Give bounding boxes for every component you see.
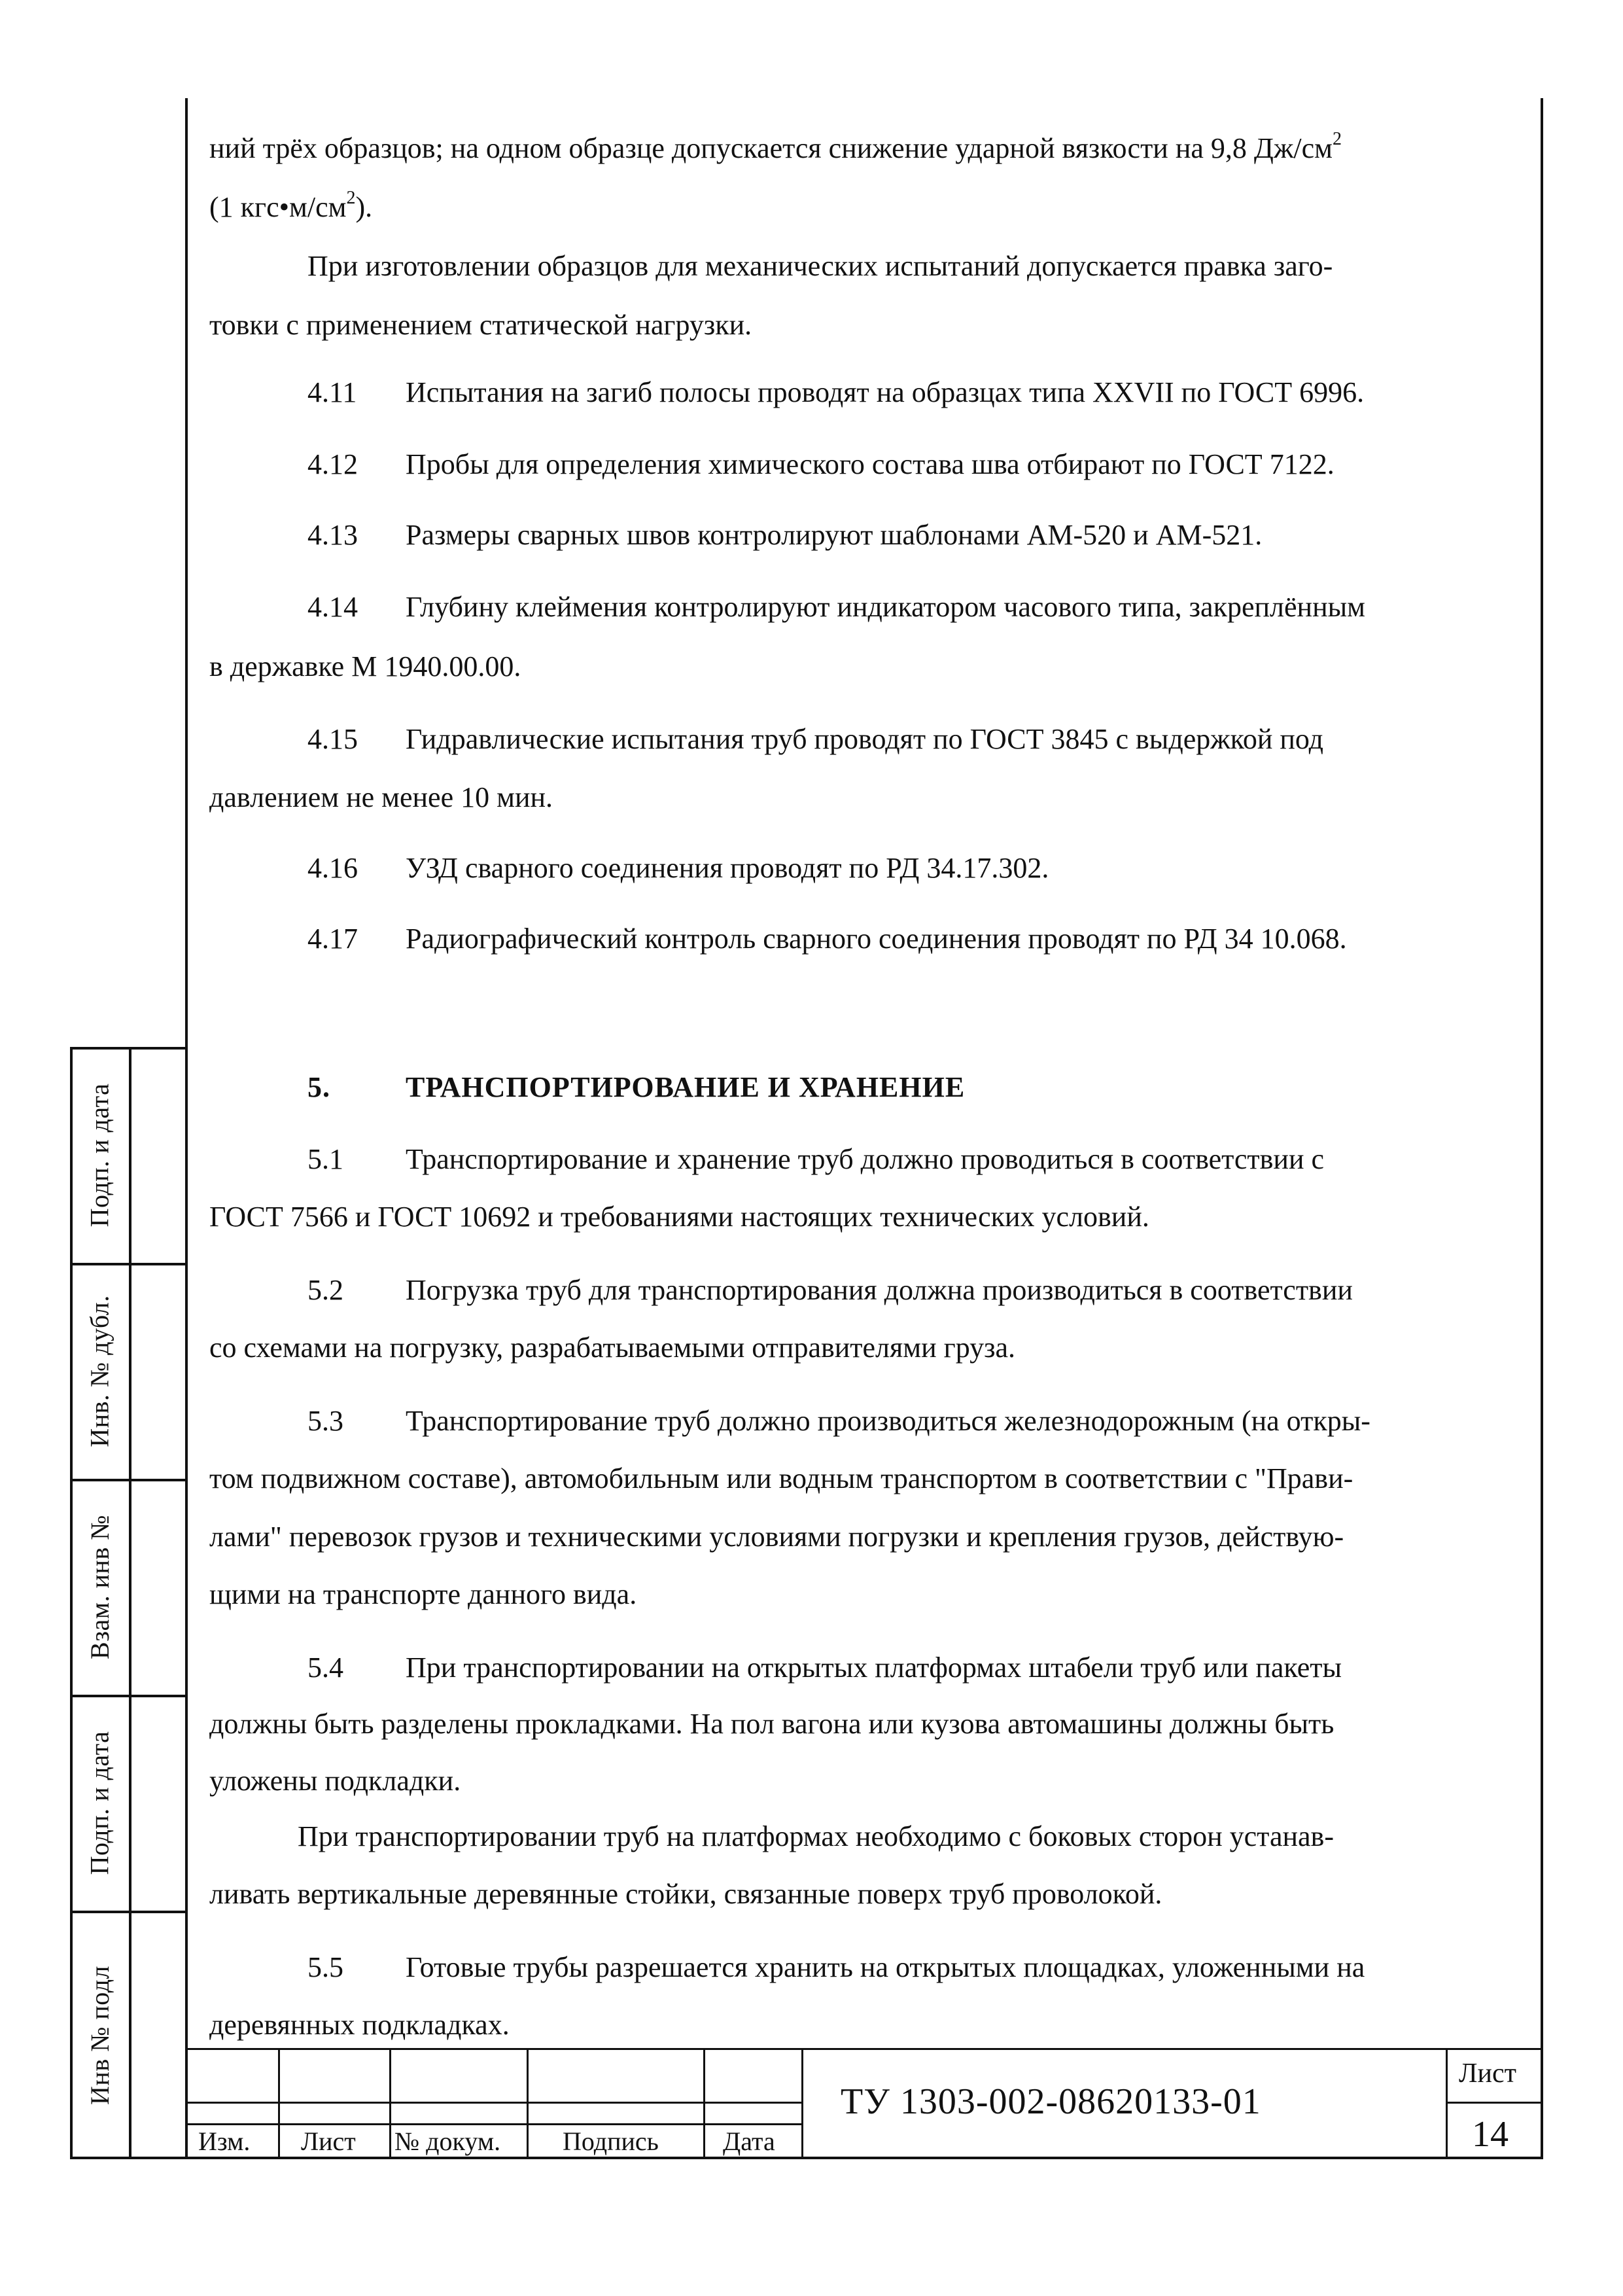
text-span: ).	[355, 191, 373, 223]
text-span: ний трёх образцов; на одном образце допускается снижение ударной вязкости на 9,8 Дж/см	[209, 132, 1333, 164]
paragraph-line: со схемами на погрузку, разрабатываемыми отправителями груза.	[209, 1332, 1016, 1364]
paragraph-line: Транспортирование и хранение труб должно проводиться в соответствии с	[406, 1143, 1325, 1175]
paragraph-line: Размеры сварных швов контролируют шаблонами АМ-520 и АМ-521.	[406, 519, 1263, 551]
document-code: ТУ 1303-002-08620133-01	[841, 2081, 1261, 2122]
tb-line	[278, 2048, 280, 2159]
paragraph-line: УЗД сварного соединения проводят по РД 34.17.302.	[406, 852, 1049, 884]
side-cell-sign-date-2	[70, 1695, 129, 1911]
item-number: 4.12	[307, 448, 358, 480]
paragraph-line: в державке М 1940.00.00.	[209, 650, 521, 682]
sheet-label: Лист	[1459, 2058, 1516, 2089]
paragraph-line: давлением не менее 10 мин.	[209, 781, 553, 813]
tb-line	[801, 2048, 803, 2159]
side-label: Подп. и дата	[84, 1083, 114, 1227]
paragraph-line	[209, 188, 373, 223]
side-line-inner	[129, 1047, 131, 2159]
title-block	[186, 2048, 1542, 2159]
paragraph-line: том подвижном составе), автомобильным или водным транспортом в соответствии с "Прави-	[209, 1462, 1353, 1494]
tb-line	[527, 2048, 529, 2159]
paragraph-line: При транспортировании на открытых платформах штабели труб или пакеты	[406, 1651, 1342, 1684]
side-cell-sign-date-1	[70, 1047, 129, 1263]
item-number: 5.3	[307, 1405, 343, 1437]
paragraph-line: щими на транспорте данного вида.	[209, 1578, 637, 1610]
paragraph-line: Транспортирование труб должно производиться железнодорожным (на откры-	[406, 1405, 1370, 1437]
side-label: Инв № подл	[84, 1965, 114, 2105]
item-number: 5.2	[307, 1274, 343, 1306]
paragraph-line: деревянных подкладках.	[209, 2009, 510, 2041]
paragraph-line: уложены подкладки.	[209, 1765, 461, 1797]
paragraph-line: Готовые трубы разрешается хранить на открытых площадках, уложенными на	[406, 1951, 1365, 1983]
side-label: Взам. инв №	[84, 1514, 114, 1659]
superscript: 2	[346, 188, 356, 208]
section-number: 5.	[307, 1071, 330, 1103]
paragraph-line: Испытания на загиб полосы проводят на образцах типа XXVII по ГОСТ 6996.	[406, 376, 1365, 408]
tb-label-doc-number: № докум.	[394, 2127, 501, 2156]
item-number: 4.15	[307, 723, 358, 755]
sheet-number: 14	[1472, 2114, 1509, 2155]
paragraph-line: Погрузка труб для транспортирования должна производиться в соответствии	[406, 1274, 1353, 1306]
paragraph-line: должны быть разделены прокладками. На пол вагона или кузова автомашины должны быть	[209, 1708, 1335, 1740]
item-number: 5.5	[307, 1951, 343, 1983]
item-number: 5.1	[307, 1143, 343, 1175]
side-label: Подп. и дата	[84, 1731, 114, 1875]
side-label: Инв. № дубл.	[84, 1294, 114, 1447]
paragraph-line: При транспортировании труб на платформах необходимо с боковых сторон устанав-	[298, 1820, 1334, 1852]
paragraph-line: ливать вертикальные деревянные стойки, связанные поверх труб проволокой.	[209, 1878, 1162, 1910]
frame-right-border	[1541, 98, 1543, 2159]
item-number: 4.16	[307, 852, 358, 884]
tb-label-izm: Изм.	[198, 2127, 251, 2156]
tb-label-signature: Подпись	[563, 2127, 659, 2156]
text-span: (1 кгс•м/см	[209, 191, 347, 223]
paragraph-line	[209, 129, 1342, 164]
tb-label-list: Лист	[301, 2127, 356, 2156]
item-number: 4.17	[307, 923, 358, 955]
item-number: 4.14	[307, 591, 358, 623]
superscript: 2	[1332, 129, 1342, 149]
paragraph-line: Пробы для определения химического состава шва отбирают по ГОСТ 7122.	[406, 448, 1335, 480]
side-stamp-column	[70, 1047, 188, 2159]
paragraph-line: Глубину клеймения контролируют индикатором часового типа, закреплённым	[406, 591, 1366, 623]
item-number: 4.13	[307, 519, 358, 551]
tb-line	[389, 2048, 391, 2159]
tb-label-date: Дата	[723, 2127, 775, 2156]
side-cell-dup-inv	[70, 1263, 129, 1479]
side-cell-original-inv	[70, 1911, 129, 2159]
side-cell-replace-inv	[70, 1479, 129, 1695]
tb-line	[1446, 2048, 1448, 2159]
paragraph-line: Радиографический контроль сварного соединения проводят по РД 34 10.068.	[406, 923, 1347, 955]
paragraph-line: Гидравлические испытания труб проводят по ГОСТ 3845 с выдержкой под	[406, 723, 1324, 755]
paragraph-line: ГОСТ 7566 и ГОСТ 10692 и требованиями настоящих технических условий.	[209, 1201, 1149, 1233]
item-number: 4.11	[307, 376, 357, 408]
paragraph-line: лами" перевозок грузов и техническими условиями погрузки и крепления грузов, действую-	[209, 1521, 1344, 1553]
item-number: 5.4	[307, 1651, 343, 1684]
tb-line	[1446, 2102, 1542, 2104]
paragraph-line: При изготовлении образцов для механических испытаний допускается правка заго-	[307, 250, 1333, 282]
section-title: ТРАНСПОРТИРОВАНИЕ И ХРАНЕНИЕ	[406, 1071, 966, 1103]
tb-line	[703, 2048, 705, 2159]
paragraph-line: товки с применением статической нагрузки.	[209, 309, 752, 341]
